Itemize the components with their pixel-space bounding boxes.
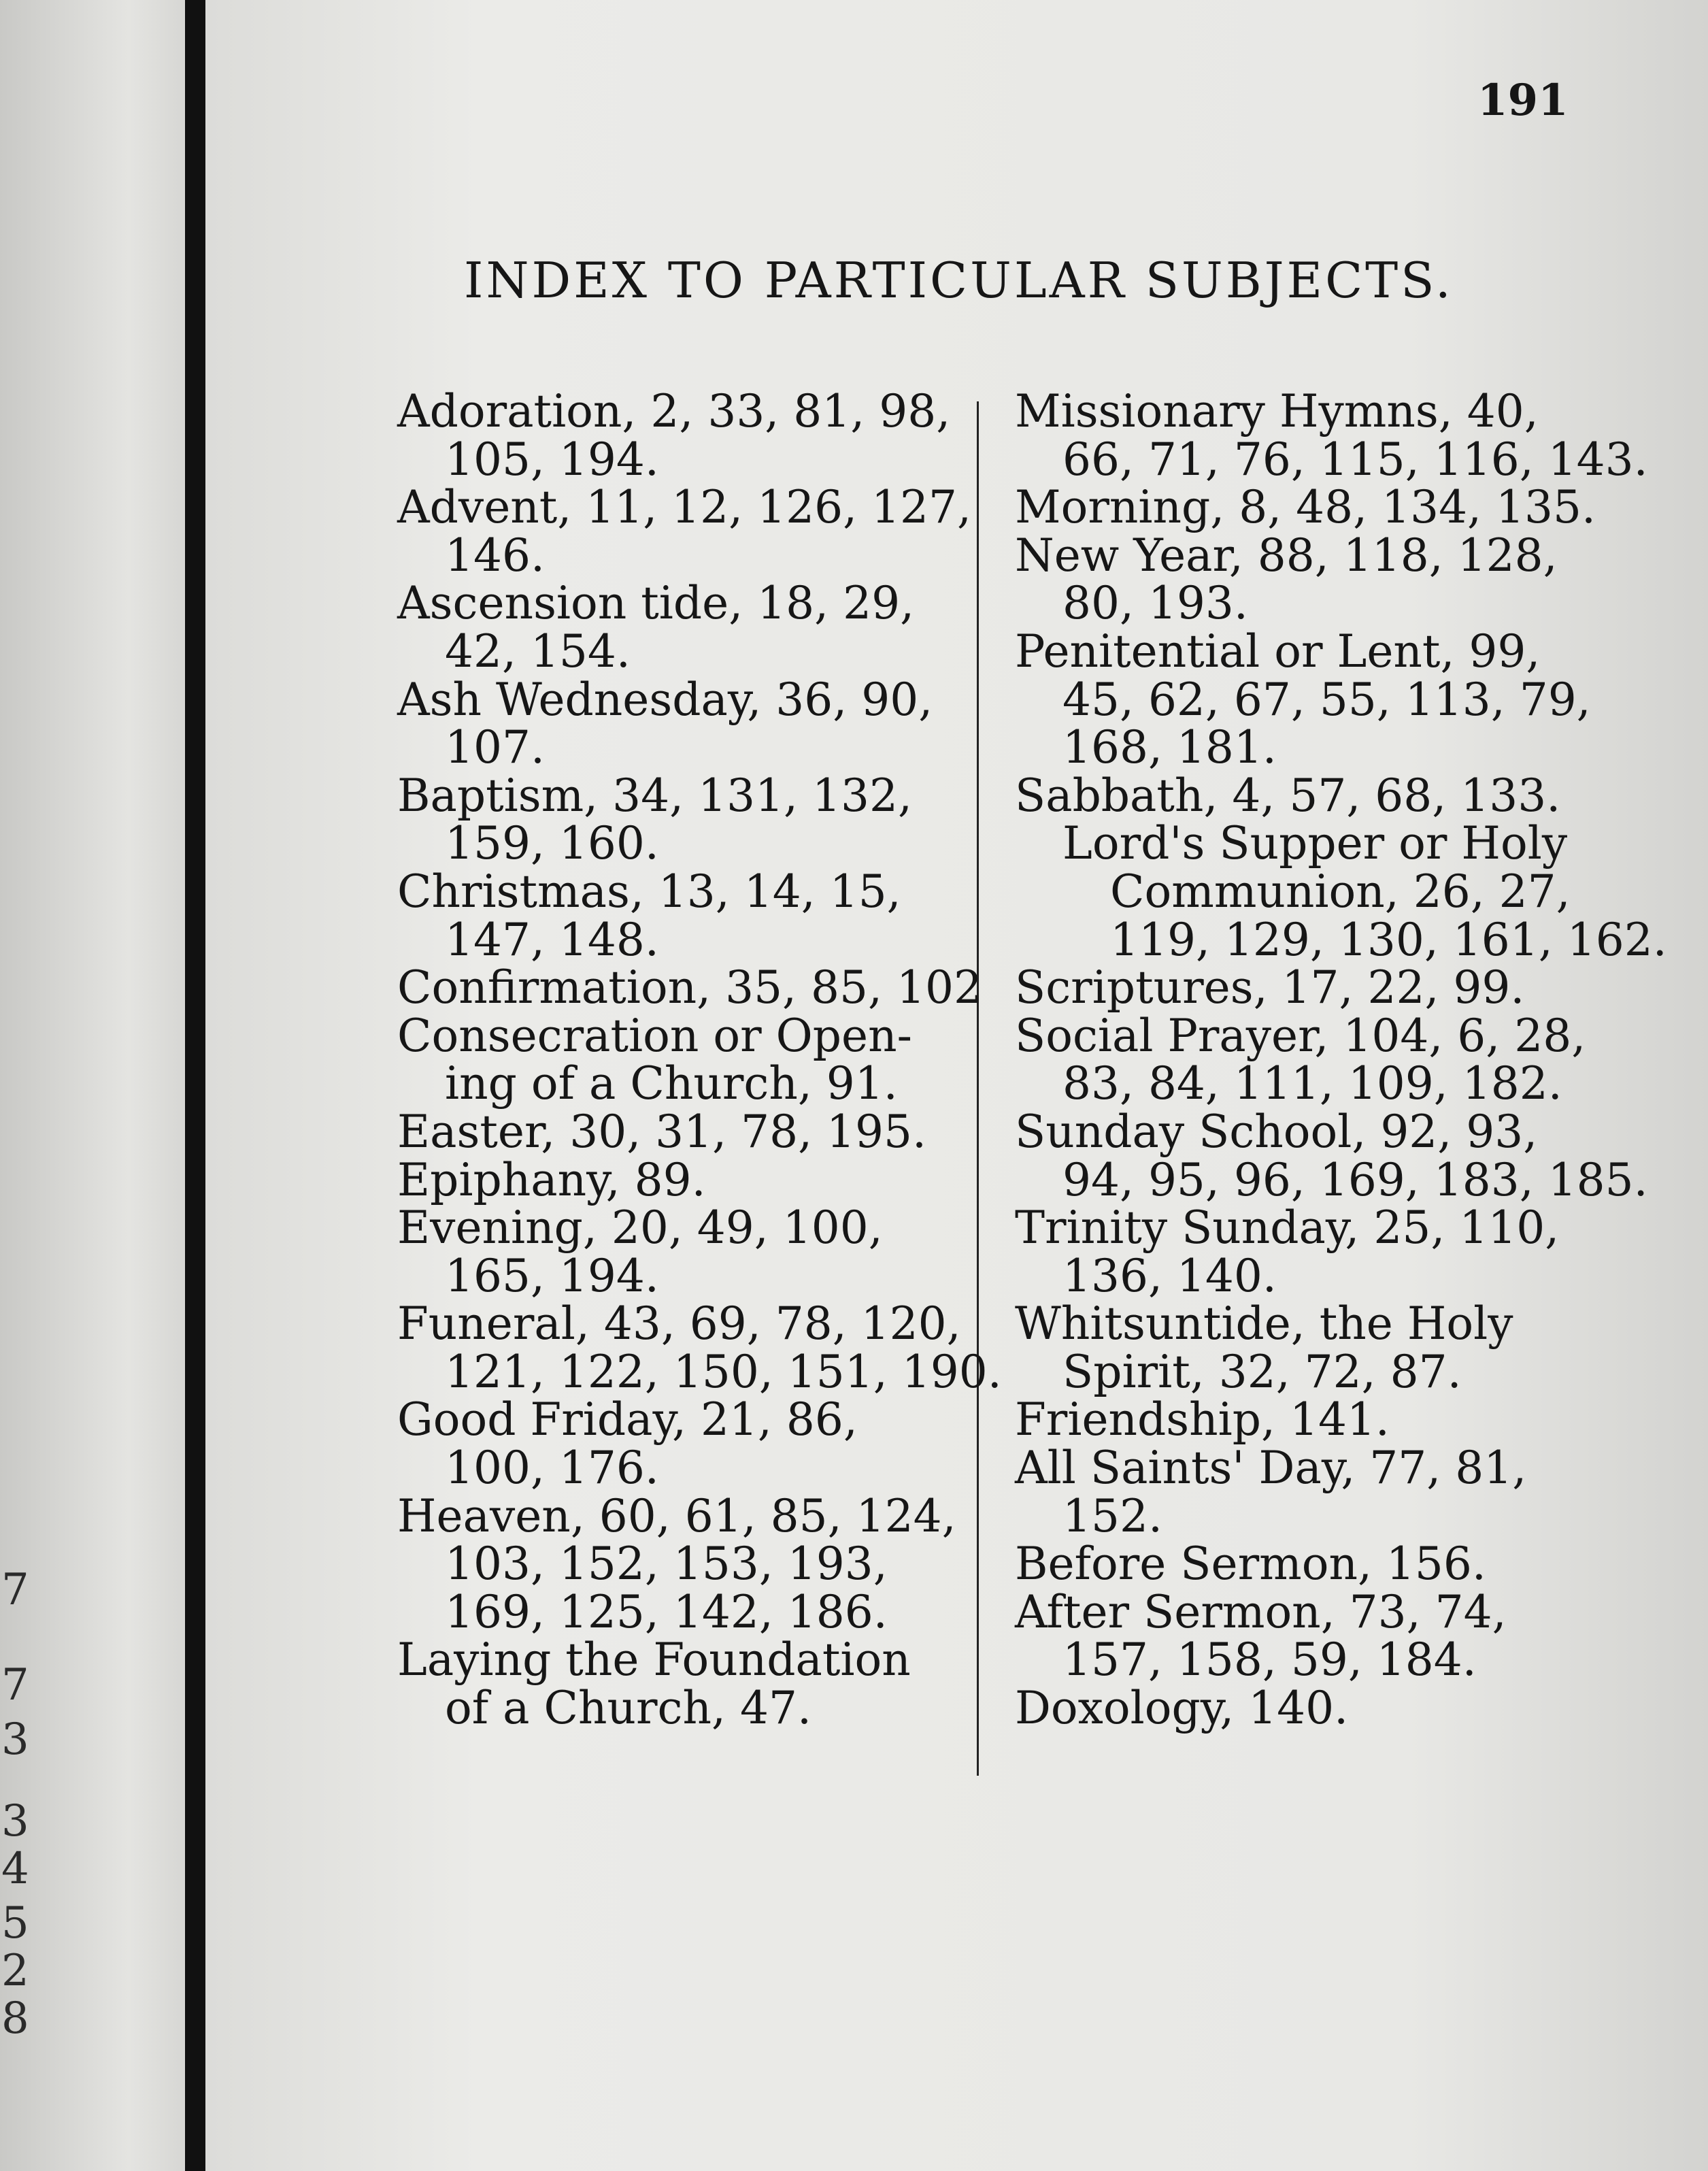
bleed-numeral: 5 xyxy=(1,1898,29,1949)
index-column-right xyxy=(1015,385,1695,1735)
index-entry: Advent, 11, 12, 126, 127, 146. xyxy=(397,481,972,582)
index-entry: Epiphany, 89. xyxy=(397,1153,706,1206)
index-entry: Confirmation, 35, 85, 102 xyxy=(397,961,982,1014)
index-entry: Adoration, 2, 33, 81, 98, 105, 194. xyxy=(397,385,951,486)
bleed-numeral: 7 xyxy=(1,1565,29,1615)
bleed-numeral: 2 xyxy=(1,1946,29,1996)
bleed-numeral: 7 xyxy=(1,1660,29,1710)
index-entry: Doxology, 140. xyxy=(1015,1682,1349,1735)
index-entry: Christmas, 13, 14, 15, 147, 148. xyxy=(397,865,901,966)
bleed-numeral: 8 xyxy=(1,1993,29,2044)
book-gutter xyxy=(185,0,205,2171)
page-number: 191 xyxy=(1477,75,1569,126)
index-entry: Sabbath, 4, 57, 68, 133. xyxy=(1015,769,1561,822)
index-entry: Social Prayer, 104, 6, 28, 83, 84, 111, 109, 182. xyxy=(1015,1009,1586,1110)
index-entry: All Saints' Day, 77, 81, 152. xyxy=(1015,1442,1527,1542)
bleed-numeral: 4 xyxy=(1,1844,29,1894)
index-entry: Consecration or Open- ing of a Church, 91. xyxy=(397,1009,912,1110)
index-entry: Morning, 8, 48, 134, 135. xyxy=(1015,481,1596,534)
index-entry: Good Friday, 21, 86, 100, 176. xyxy=(397,1393,858,1495)
index-entry: Evening, 20, 49, 100, 165, 194. xyxy=(397,1201,883,1302)
index-entry: Missionary Hymns, 40, 66, 71, 76, 115, 116, 143. xyxy=(1015,385,1648,486)
index-entry: Penitential or Lent, 99, 45, 62, 67, 55, 113, 79, 168, 181. xyxy=(1015,625,1591,774)
index-entry: Laying the Foundation of a Church, 47. xyxy=(397,1634,911,1735)
index-page xyxy=(205,0,1708,2171)
index-entry: Whitsuntide, the Holy Spirit, 32, 72, 87. xyxy=(1015,1297,1513,1398)
index-entry: Funeral, 43, 69, 78, 120, 121, 122, 150, 151, 190. xyxy=(397,1297,1002,1398)
facing-page-edge xyxy=(0,0,184,2171)
index-entry: Before Sermon, 156. xyxy=(1015,1538,1486,1591)
index-entry: Trinity Sunday, 25, 110, 136, 140. xyxy=(1015,1201,1560,1302)
index-entry: Heaven, 60, 61, 85, 124, 103, 152, 153, 193, 169, 125, 142, 186. xyxy=(397,1489,956,1638)
index-entry: Sunday School, 92, 93, 94, 95, 96, 169, 183, 185. xyxy=(1015,1105,1648,1206)
index-entry: Baptism, 34, 131, 132, 159, 160. xyxy=(397,769,912,870)
index-entry: Easter, 30, 31, 78, 195. xyxy=(397,1105,927,1158)
page-title: INDEX TO PARTICULAR SUBJECTS. xyxy=(464,252,1454,309)
bleed-numeral: 3 xyxy=(1,1714,29,1765)
index-entry: Friendship, 141. xyxy=(1015,1393,1390,1446)
index-entry: Scriptures, 17, 22, 99. xyxy=(1015,961,1525,1014)
index-entry: Ash Wednesday, 36, 90, 107. xyxy=(397,673,933,774)
index-entry: New Year, 88, 118, 128, 80, 193. xyxy=(1015,529,1558,630)
bleed-numeral: 3 xyxy=(1,1796,29,1846)
index-entry: Ascension tide, 18, 29, 42, 154. xyxy=(397,577,915,678)
index-entry: After Sermon, 73, 74, 157, 158, 59, 184. xyxy=(1015,1585,1507,1687)
index-entry: Lord's Supper or Holy Communion, 26, 27, 119, 129, 130, 161, 162. xyxy=(1062,817,1667,966)
